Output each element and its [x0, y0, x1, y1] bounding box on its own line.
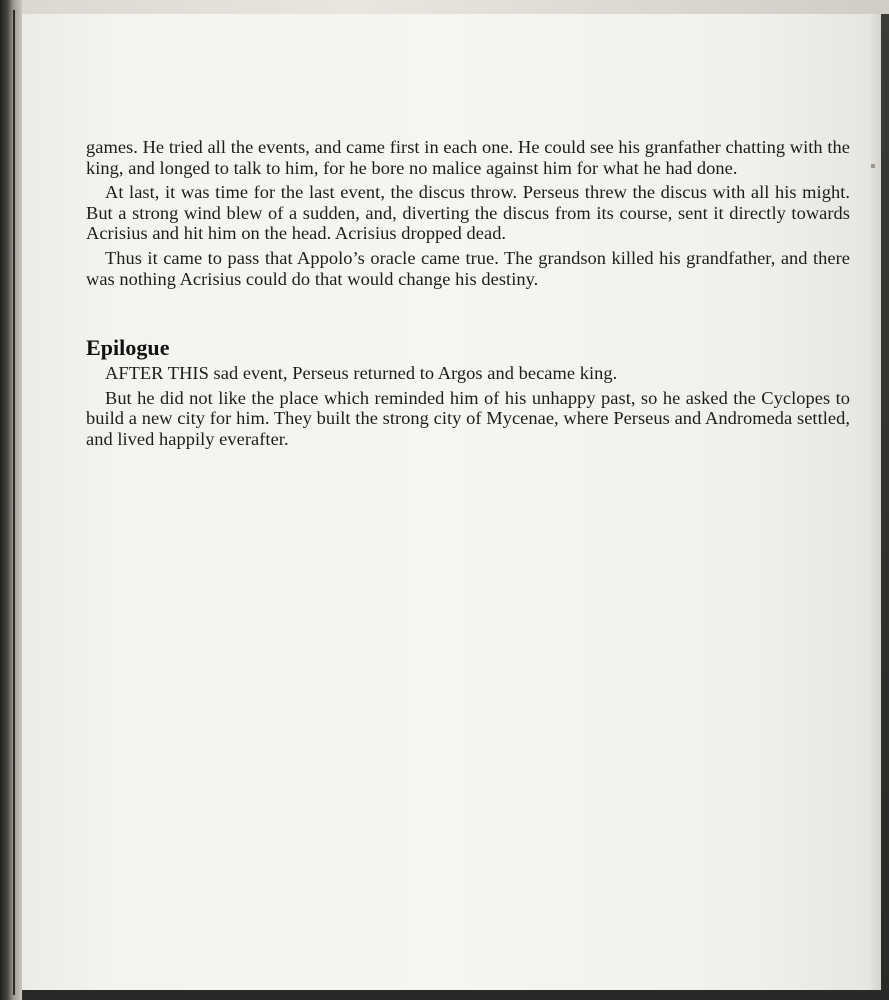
book-page [22, 14, 881, 990]
epilogue-heading: Epilogue [86, 335, 170, 361]
spine-line [13, 10, 15, 995]
scan-top-strip [0, 0, 889, 14]
paragraph-games: games. He tried all the events, and came first in each one. He could see his granfather chatting with the king, and longed to talk to him, for he bore no malice against him for what he had done. [86, 137, 850, 178]
page-edge-shadow [867, 14, 881, 990]
scan-speck [871, 164, 875, 168]
book-spine-edge [0, 0, 22, 1000]
paragraph-oracle: Thus it came to pass that Appolo’s oracle came true. The grandson killed his grandfather, and there was nothing Acrisius could do that would change his destiny. [86, 247, 850, 289]
paragraph-discus: At last, it was time for the last event, the discus throw. Perseus threw the discus with all his might. But a strong wind blew of a sudden, and, diverting the discus from its course, sent it directly towards Acrisius and hit him on the head. Acrisius dropped dead. [86, 182, 850, 244]
paragraph-mycenae: But he did not like the place which reminded him of his unhappy past, so he asked the Cyclopes to build a new city for him. They built the strong city of Mycenae, where Perseus and Andromeda settled, and lived happily everafter. [86, 387, 850, 449]
page-content [86, 137, 850, 454]
paragraph-return: AFTER THIS sad event, Perseus returned to Argos and became king. [105, 363, 618, 384]
